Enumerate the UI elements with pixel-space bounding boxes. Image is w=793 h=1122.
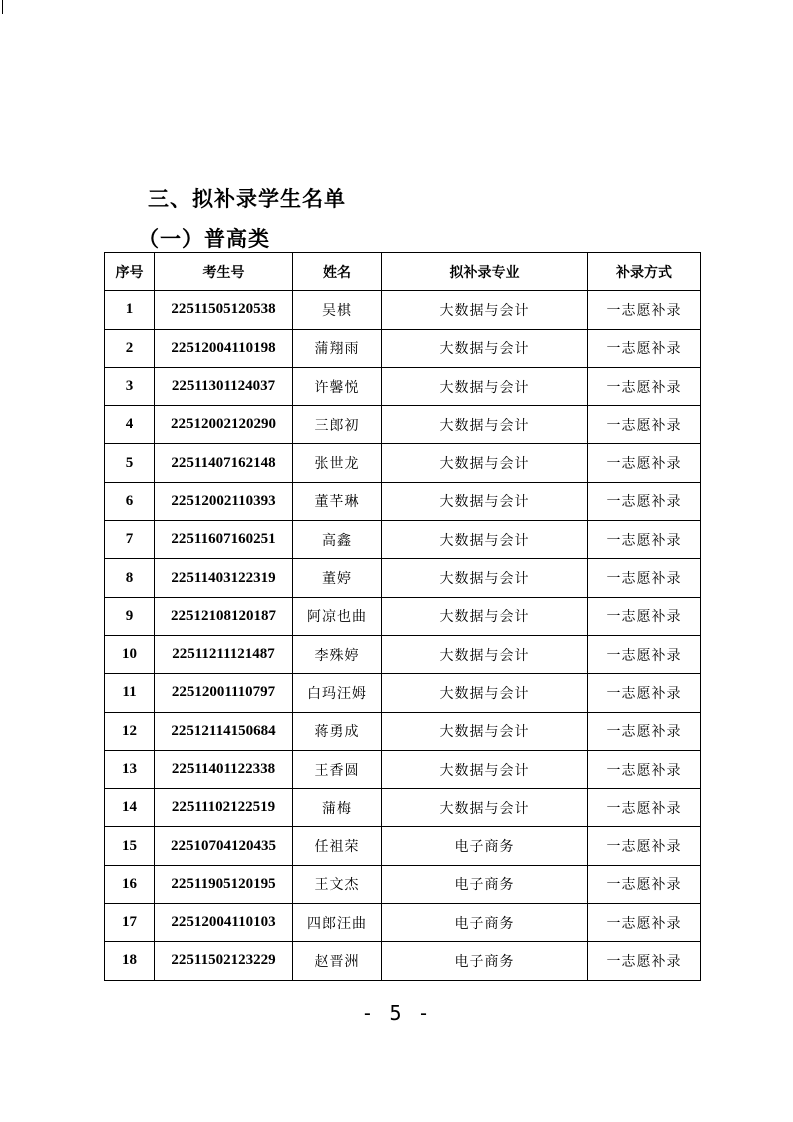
header-method: 补录方式 bbox=[588, 253, 701, 291]
cell-method: 一志愿补录 bbox=[588, 750, 701, 788]
cell-exam-id: 22512108120187 bbox=[155, 597, 293, 635]
cell-exam-id: 22511403122319 bbox=[155, 559, 293, 597]
cell-index: 10 bbox=[105, 635, 155, 673]
cell-method: 一志愿补录 bbox=[588, 597, 701, 635]
cell-index: 7 bbox=[105, 521, 155, 559]
cell-exam-id: 22512114150684 bbox=[155, 712, 293, 750]
cell-method: 一志愿补录 bbox=[588, 942, 701, 980]
table-row bbox=[105, 712, 701, 750]
cell-major: 大数据与会计 bbox=[382, 789, 588, 827]
table-row bbox=[105, 750, 701, 788]
cell-exam-id: 22511401122338 bbox=[155, 750, 293, 788]
cell-student-name: 三郎初 bbox=[293, 406, 382, 444]
table-row bbox=[105, 904, 701, 942]
page-corner-mark bbox=[2, 0, 3, 14]
cell-major: 电子商务 bbox=[382, 904, 588, 942]
cell-method: 一志愿补录 bbox=[588, 712, 701, 750]
cell-method: 一志愿补录 bbox=[588, 444, 701, 482]
cell-student-name: 阿凉也曲 bbox=[293, 597, 382, 635]
cell-major: 电子商务 bbox=[382, 827, 588, 865]
cell-index: 2 bbox=[105, 329, 155, 367]
header-index: 序号 bbox=[105, 253, 155, 291]
sub-title: （一）普高类 bbox=[138, 227, 270, 251]
header-major: 拟补录专业 bbox=[382, 253, 588, 291]
cell-student-name: 王香圆 bbox=[293, 750, 382, 788]
cell-index: 17 bbox=[105, 904, 155, 942]
cell-exam-id: 22512004110103 bbox=[155, 904, 293, 942]
cell-student-name: 蒋勇成 bbox=[293, 712, 382, 750]
cell-index: 9 bbox=[105, 597, 155, 635]
table-row bbox=[105, 444, 701, 482]
table-row bbox=[105, 865, 701, 903]
cell-index: 11 bbox=[105, 674, 155, 712]
cell-student-name: 董婷 bbox=[293, 559, 382, 597]
cell-major: 大数据与会计 bbox=[382, 444, 588, 482]
cell-major: 大数据与会计 bbox=[382, 597, 588, 635]
cell-student-name: 高鑫 bbox=[293, 521, 382, 559]
cell-exam-id: 22512001110797 bbox=[155, 674, 293, 712]
table-row bbox=[105, 942, 701, 980]
cell-exam-id: 22511505120538 bbox=[155, 291, 293, 329]
cell-method: 一志愿补录 bbox=[588, 406, 701, 444]
table-body bbox=[105, 291, 701, 980]
cell-exam-id: 22512002120290 bbox=[155, 406, 293, 444]
cell-exam-id: 22512004110198 bbox=[155, 329, 293, 367]
cell-student-name: 蒲梅 bbox=[293, 789, 382, 827]
cell-index: 1 bbox=[105, 291, 155, 329]
cell-major: 电子商务 bbox=[382, 865, 588, 903]
cell-exam-id: 22511502123229 bbox=[155, 942, 293, 980]
cell-index: 3 bbox=[105, 367, 155, 405]
table-row bbox=[105, 559, 701, 597]
cell-index: 18 bbox=[105, 942, 155, 980]
table-row bbox=[105, 597, 701, 635]
cell-student-name: 董芊琳 bbox=[293, 482, 382, 520]
cell-exam-id: 22512002110393 bbox=[155, 482, 293, 520]
cell-method: 一志愿补录 bbox=[588, 674, 701, 712]
cell-method: 一志愿补录 bbox=[588, 827, 701, 865]
cell-method: 一志愿补录 bbox=[588, 482, 701, 520]
cell-major: 电子商务 bbox=[382, 942, 588, 980]
cell-index: 16 bbox=[105, 865, 155, 903]
cell-major: 大数据与会计 bbox=[382, 329, 588, 367]
table-row bbox=[105, 674, 701, 712]
cell-student-name: 李殊婷 bbox=[293, 635, 382, 673]
cell-major: 大数据与会计 bbox=[382, 406, 588, 444]
cell-index: 4 bbox=[105, 406, 155, 444]
cell-exam-id: 22511211121487 bbox=[155, 635, 293, 673]
cell-exam-id: 22511607160251 bbox=[155, 521, 293, 559]
cell-method: 一志愿补录 bbox=[588, 521, 701, 559]
cell-student-name: 王文杰 bbox=[293, 865, 382, 903]
cell-method: 一志愿补录 bbox=[588, 789, 701, 827]
cell-major: 大数据与会计 bbox=[382, 291, 588, 329]
cell-student-name: 张世龙 bbox=[293, 444, 382, 482]
table-header-row bbox=[105, 253, 701, 291]
cell-method: 一志愿补录 bbox=[588, 367, 701, 405]
cell-method: 一志愿补录 bbox=[588, 559, 701, 597]
table-row bbox=[105, 291, 701, 329]
cell-method: 一志愿补录 bbox=[588, 635, 701, 673]
cell-method: 一志愿补录 bbox=[588, 904, 701, 942]
cell-index: 12 bbox=[105, 712, 155, 750]
cell-method: 一志愿补录 bbox=[588, 291, 701, 329]
cell-index: 13 bbox=[105, 750, 155, 788]
cell-major: 大数据与会计 bbox=[382, 674, 588, 712]
cell-index: 15 bbox=[105, 827, 155, 865]
cell-student-name: 赵晋洲 bbox=[293, 942, 382, 980]
table-row bbox=[105, 827, 701, 865]
cell-index: 5 bbox=[105, 444, 155, 482]
section-title: 三、拟补录学生名单 bbox=[148, 187, 346, 211]
cell-major: 大数据与会计 bbox=[382, 521, 588, 559]
cell-exam-id: 22511905120195 bbox=[155, 865, 293, 903]
table-row bbox=[105, 635, 701, 673]
table-row bbox=[105, 367, 701, 405]
header-name: 姓名 bbox=[293, 253, 382, 291]
table-row bbox=[105, 521, 701, 559]
table-row bbox=[105, 789, 701, 827]
cell-major: 大数据与会计 bbox=[382, 712, 588, 750]
cell-student-name: 任祖荣 bbox=[293, 827, 382, 865]
cell-major: 大数据与会计 bbox=[382, 635, 588, 673]
cell-major: 大数据与会计 bbox=[382, 482, 588, 520]
table-row bbox=[105, 406, 701, 444]
cell-major: 大数据与会计 bbox=[382, 559, 588, 597]
cell-method: 一志愿补录 bbox=[588, 329, 701, 367]
header-exam-id: 考生号 bbox=[155, 253, 293, 291]
cell-index: 6 bbox=[105, 482, 155, 520]
cell-index: 8 bbox=[105, 559, 155, 597]
cell-method: 一志愿补录 bbox=[588, 865, 701, 903]
cell-exam-id: 22511102122519 bbox=[155, 789, 293, 827]
cell-student-name: 蒲翔雨 bbox=[293, 329, 382, 367]
cell-student-name: 四郎汪曲 bbox=[293, 904, 382, 942]
cell-exam-id: 22511301124037 bbox=[155, 367, 293, 405]
cell-student-name: 白玛汪姆 bbox=[293, 674, 382, 712]
student-roster-table bbox=[104, 252, 701, 981]
cell-student-name: 许馨悦 bbox=[293, 367, 382, 405]
table-row bbox=[105, 482, 701, 520]
cell-major: 大数据与会计 bbox=[382, 750, 588, 788]
cell-student-name: 吴棋 bbox=[293, 291, 382, 329]
cell-exam-id: 22511407162148 bbox=[155, 444, 293, 482]
cell-exam-id: 22510704120435 bbox=[155, 827, 293, 865]
table-row bbox=[105, 329, 701, 367]
cell-index: 14 bbox=[105, 789, 155, 827]
page-number: - 5 - bbox=[361, 1001, 432, 1025]
cell-major: 大数据与会计 bbox=[382, 367, 588, 405]
